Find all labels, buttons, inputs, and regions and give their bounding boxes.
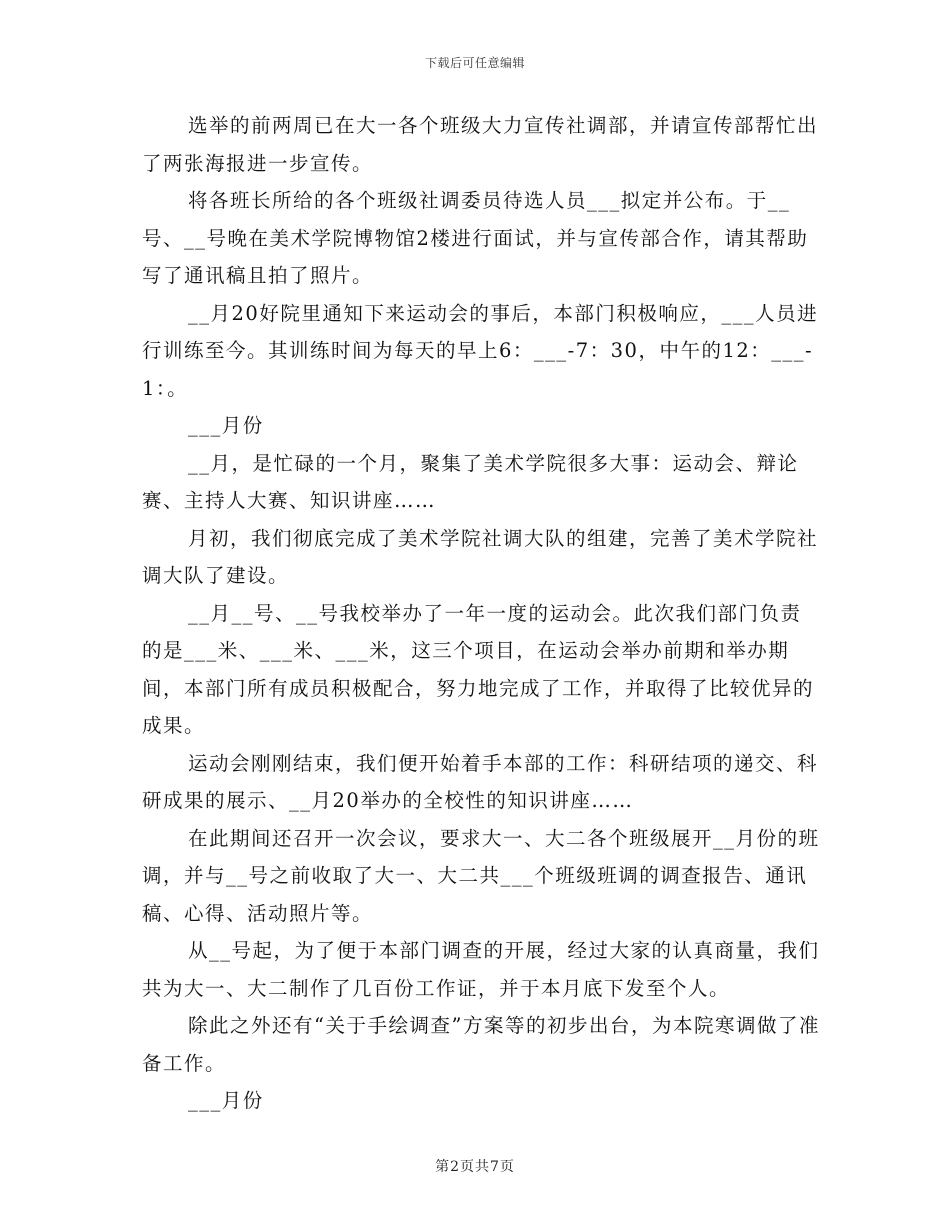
paragraph-9: 从__号起，为了便于本部门调查的开展，经过大家的认真商量，我们共为大一、大二制作了几百份工作证，并于本月底下发至个人。 — [142, 939, 820, 1000]
section-heading-month: ___月份 — [188, 414, 264, 437]
section-heading-month-2: ___月份 — [188, 1089, 264, 1112]
paragraph-10: 除此之外还有“关于手绘调查”方案等的初步出台，为本院寒调做了准备工作。 — [142, 1014, 820, 1075]
page-footer: 第2页共7页 — [435, 1159, 515, 1175]
paragraph-1: 选举的前两周已在大一各个班级大力宣传社调部，并请宣传部帮忙出了两张海报进一步宣传。 — [142, 114, 819, 175]
paragraph-5: 月初，我们彻底完成了美术学院社调大队的组建，完善了美术学院社调大队了建设。 — [142, 526, 819, 587]
paragraph-7: 运动会刚刚结束，我们便开始着手本部的工作：科研结项的递交、科研成果的展示、__月20举办的全校性的知识讲座…… — [142, 751, 819, 812]
paragraph-3: __月20好院里通知下来运动会的事后，本部门积极响应，___人员进行训练至今。其训练时间为每天的早上6：___-7：30，中午的12：___-1：。 — [142, 301, 819, 400]
document-body — [142, 107, 822, 1120]
paragraph-8: 在此期间还召开一次会议，要求大一、大二各个班级展开__月份的班调，并与__号之前收取了大一、大二共___个班级班调的调查报告、通讯稿、心得、活动照片等。 — [142, 826, 820, 925]
paragraph-2: 将各班长所给的各个班级社调委员待选人员___拟定并公布。于__号、__号晚在美术学院博物馆2楼进行面试，并与宣传部合作，请其帮助写了通讯稿且拍了照片。 — [142, 189, 809, 287]
paragraph-4: __月，是忙碌的一个月，聚集了美术学院很多大事：运动会、辩论赛、主持人大赛、知识讲座…… — [142, 451, 799, 512]
page-header: 下载后可任意编辑 — [424, 56, 525, 70]
paragraph-6: __月__号、__号我校举办了一年一度的运动会。此次我们部门负责的是___米、___米、___米，这三个项目，在运动会举办前期和举办期间，本部门所有成员积极配合，努力地完成了工作，并取得了比较优异的成果。 — [142, 601, 815, 737]
